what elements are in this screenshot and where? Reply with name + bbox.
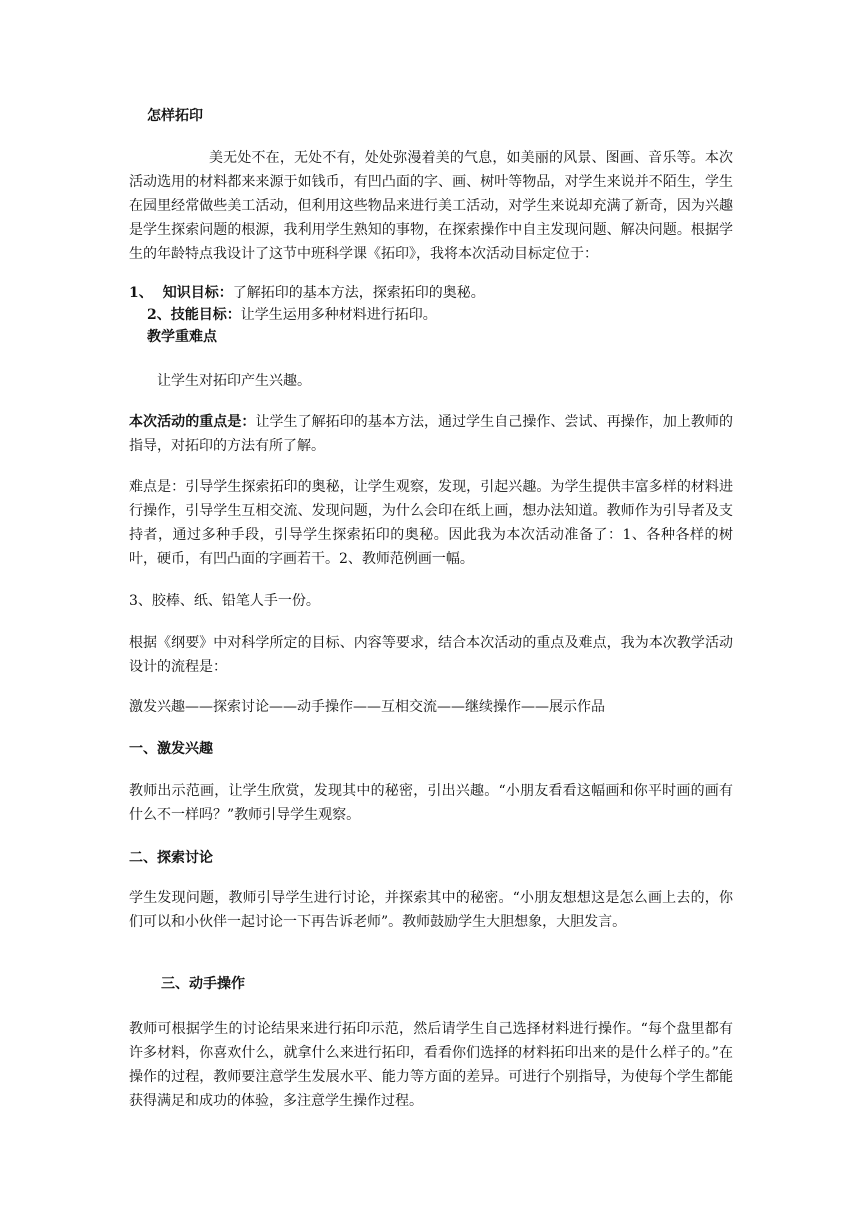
focus-paragraph (129, 410, 733, 458)
keypoints-text: 让学生对拓印产生兴趣。 (157, 373, 311, 389)
goal-2-text: 让学生运用多种材料进行拓印。 (240, 307, 437, 323)
keypoints-heading: 教学重难点 (147, 329, 217, 345)
difficulty-paragraph: 难点是：引导学生探索拓印的奥秘，让学生观察，发现，引起兴趣。为学生提供丰富多样的材料进行操作，引导学生互相交流、发现问题，为什么会印在纸上画，想办法知道。教师作为引导者及支持者，通过多种手段，引导学生探索拓印的奥秘。因此我为本次活动准备了：1、各种各样的树叶，硬币，有凹凸面的字画若干。2、教师范例画一幅。 (129, 479, 733, 567)
goal-2 (147, 303, 437, 327)
section-2-text: 学生发现问题，教师引导学生进行讨论，并探索其中的秘密。“小朋友想想这是怎么画上去的，你们可以和小伙伴一起讨论一下再告诉老师”。教师鼓励学生大胆想象，大胆发言。 (129, 890, 733, 930)
section-3-heading: 三、动手操作 (161, 976, 245, 992)
section-3-text: 教师可根据学生的讨论结果来进行拓印示范，然后请学生自己选择材料进行操作。“每个盘里都有许多材料，你喜欢什么，就拿什么来进行拓印，看看你们选择的材料拓印出来的是什么样子的。”在操作的过程，教师要注意学生发展水平、能力等方面的差异。可进行个别指导，为使每个学生都能获得满足和成功的体验，多注意学生操作过程。 (129, 1021, 733, 1109)
activity-flow: 激发兴趣——探索讨论——动手操作——互相交流——继续操作——展示作品 (129, 699, 605, 715)
goal-1-label: 知识目标： (162, 285, 233, 301)
section-1-text: 教师出示范画，让学生欣赏，发现其中的秘密，引出兴趣。“小朋友看看这幅画和你平时画的画有什么不一样吗？”教师引导学生观察。 (129, 783, 733, 823)
prep-item-3: 3、胶棒、纸、铅笔人手一份。 (129, 593, 320, 609)
document-title: 怎样拓印 (147, 108, 203, 124)
focus-label: 本次活动的重点是： (129, 414, 256, 430)
goal-1 (129, 281, 485, 305)
outline-intro-paragraph: 根据《纲要》中对科学所定的目标、内容等要求，结合本次活动的重点及难点，我为本次教学活动设计的流程是： (129, 635, 733, 675)
goal-1-text: 了解拓印的基本方法，探索拓印的奥秘。 (232, 285, 485, 301)
section-2-heading: 二、探索讨论 (129, 850, 213, 866)
section-1-heading: 一、激发兴趣 (129, 741, 213, 757)
goal-2-label: 2、技能目标： (147, 307, 241, 323)
intro-paragraph: 美无处不在，无处不有，处处弥漫着美的气息，如美丽的风景、图画、音乐等。本次活动选用的材料都来来源于如钱币，有凹凸面的字、画、树叶等物品，对学生来说并不陌生，学生在园里经常做些美工活动，但利用这些物品来进行美工活动，对学生来说却充满了新奇，因为兴趣是学生探索问题的根源，我利用学生熟知的事物，在探索操作中自主发现问题、解决问题。根据学生的年龄特点我设计了这节中班科学课《拓印》，我将本次活动目标定位于： (129, 150, 733, 262)
goal-1-number: 1、 (129, 285, 153, 301)
focus-text: 让学生了解拓印的基本方法，通过学生自己操作、尝试、再操作，加上教师的指导，对拓印的方法有所了解。 (129, 414, 734, 454)
